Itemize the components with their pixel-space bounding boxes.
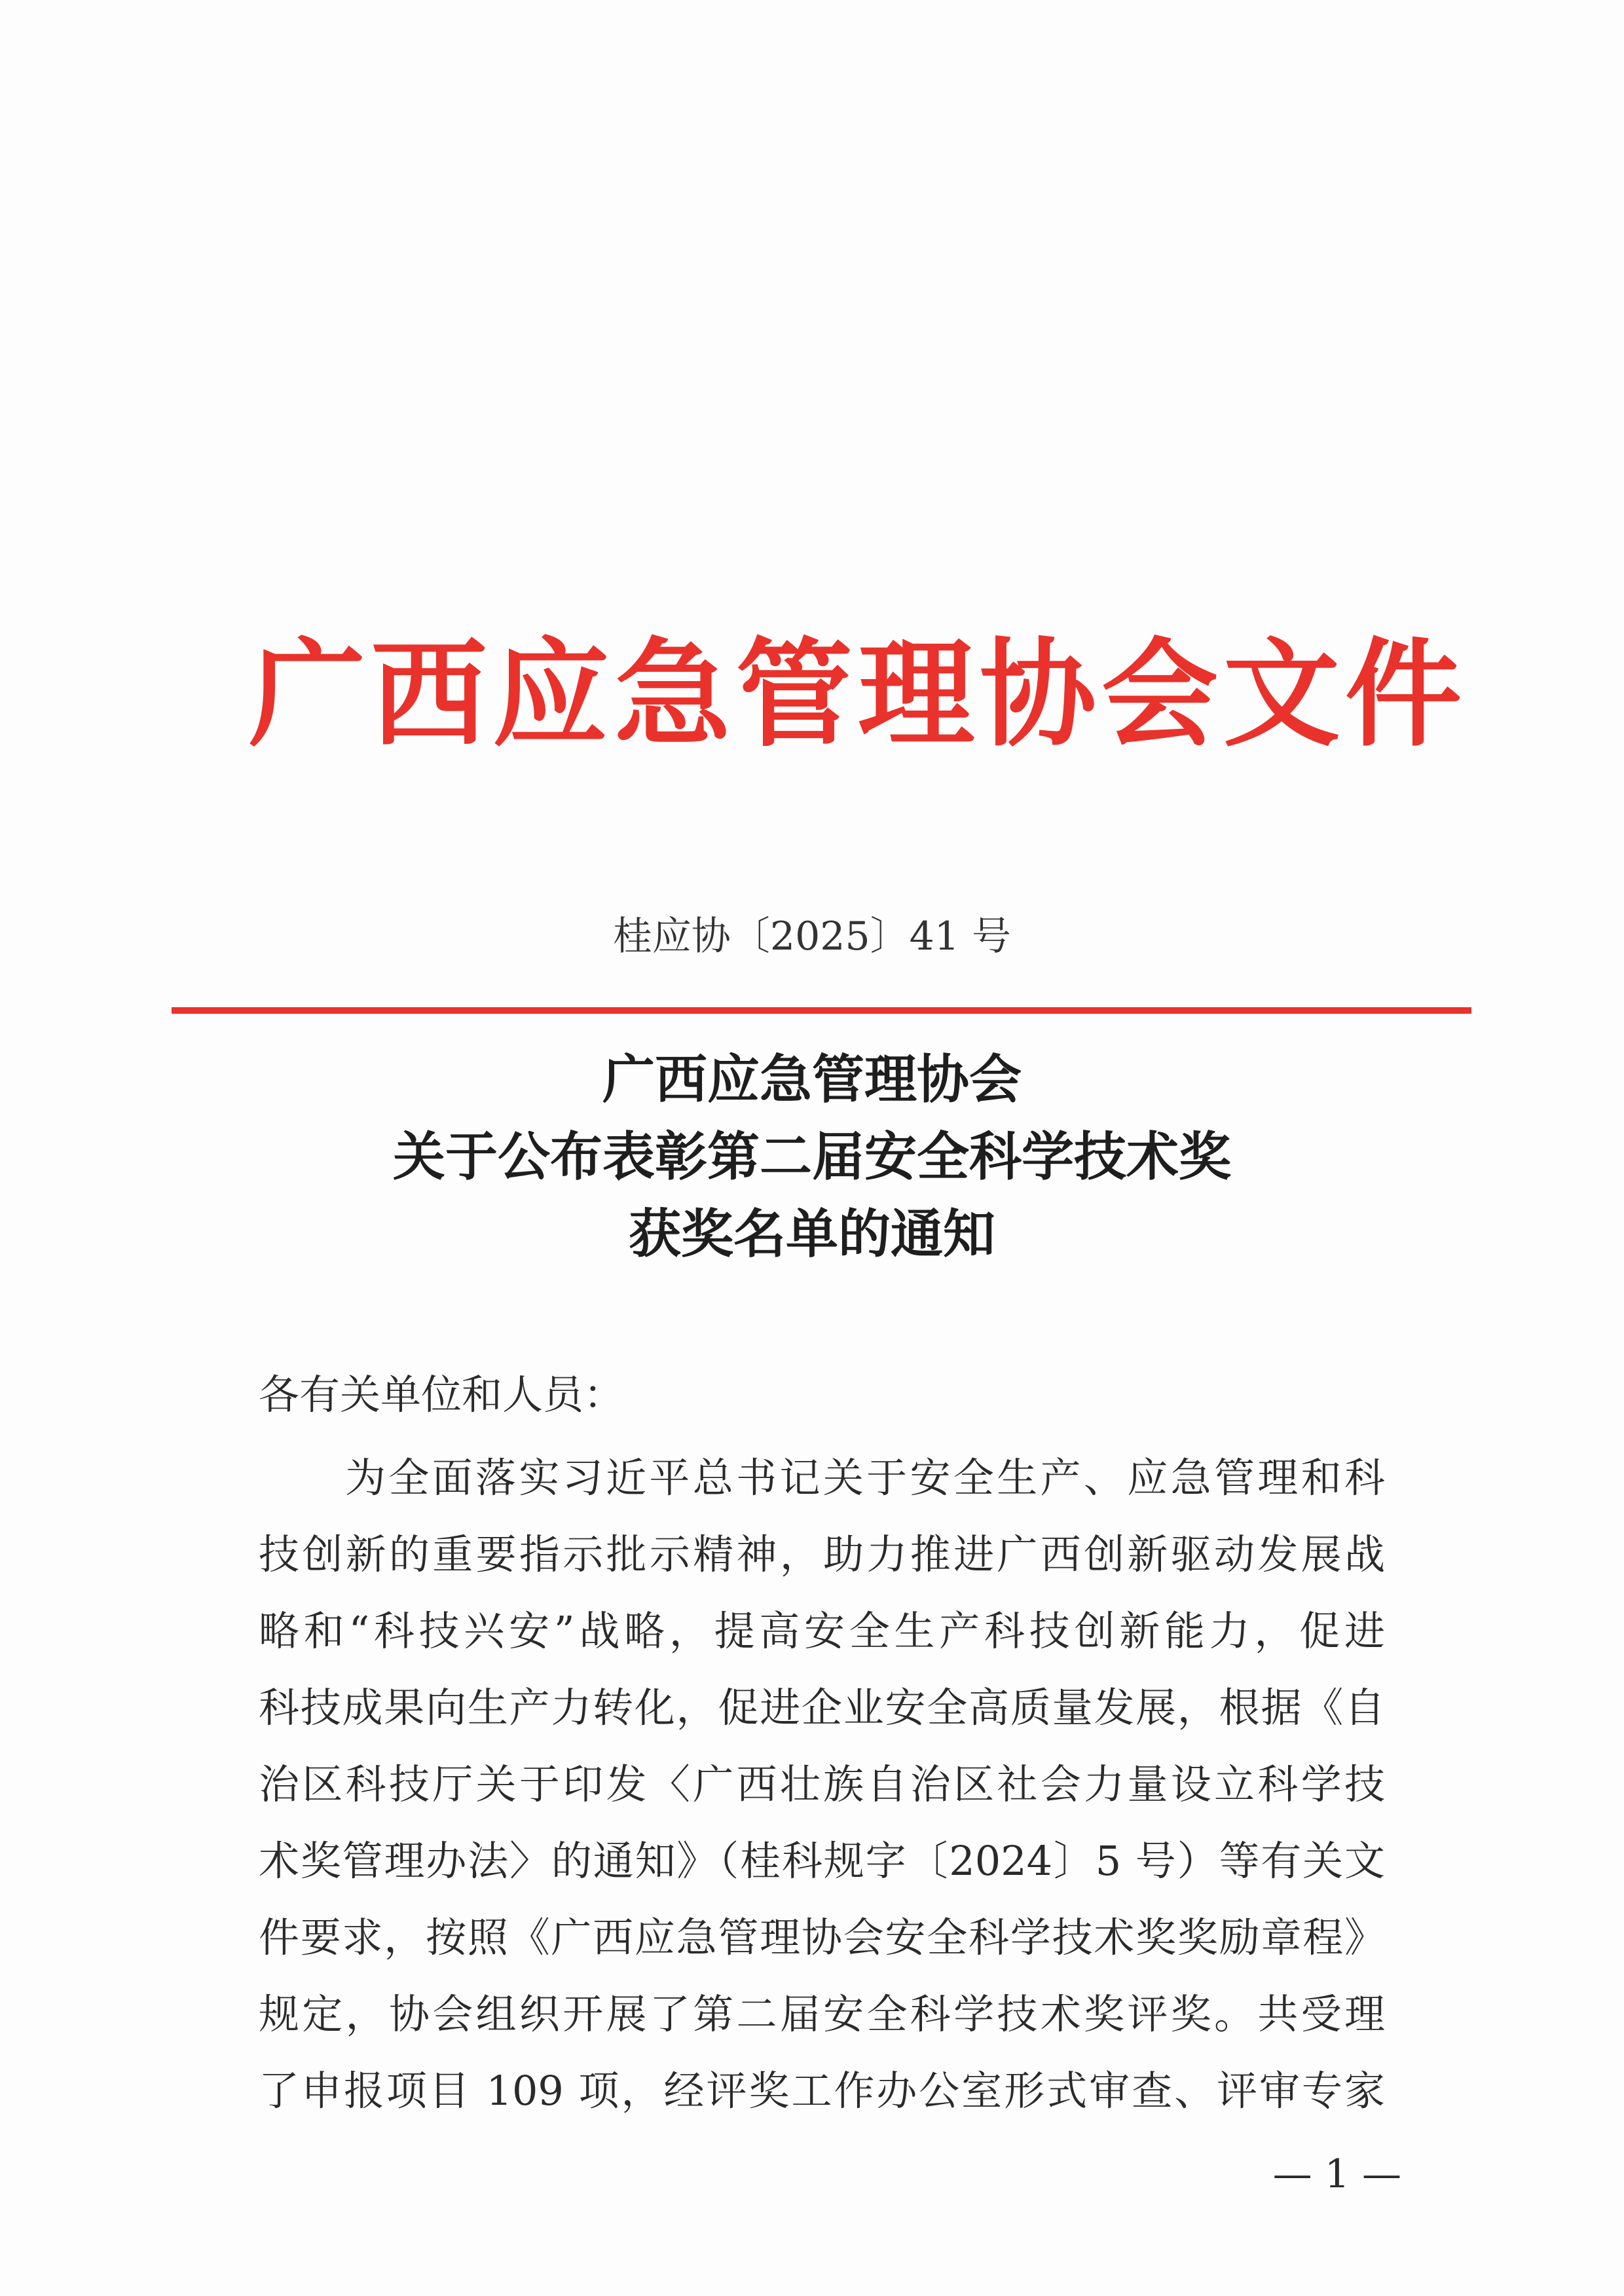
organization-document-header: 广西应急管理协会文件 xyxy=(249,625,1467,762)
body-line: 了申报项目 109 项，经评奖工作办公室形式审查、评审专家 xyxy=(259,2067,1385,2115)
body-line: 略和“科技兴安”战略，提高安全生产科技创新能力，促进 xyxy=(259,1607,1385,1655)
notice-title-line-2: 关于公布表彰第二届安全科学技术奖 xyxy=(393,1126,1231,1187)
notice-title xyxy=(196,1041,1428,1273)
notice-title-line-3: 获奖名单的通知 xyxy=(629,1204,995,1265)
body-line: 技创新的重要指示批示精神，助力推进广西创新驱动发展战 xyxy=(259,1530,1385,1578)
body-line: 为全面落实习近平总书记关于安全生产、应急管理和科 xyxy=(345,1454,1385,1502)
notice-title-line-1: 广西应急管理协会 xyxy=(602,1049,1022,1110)
body-line: 治区科技厅关于印发〈广西壮族自治区社会力量设立科学技 xyxy=(259,1760,1385,1808)
page-number: — 1 — xyxy=(1272,2151,1401,2197)
body-paragraph xyxy=(259,1439,1385,2129)
document-number: 桂应协〔2025〕41 号 xyxy=(612,914,1012,959)
body-line: 件要求，按照《广西应急管理协会安全科学技术奖奖励章程》 xyxy=(259,1914,1385,1961)
salutation: 各有关单位和人员： xyxy=(259,1371,625,1418)
body-line: 术奖管理办法〉的通知》（桂科规字〔2024〕5 号）等有关文 xyxy=(259,1837,1385,1885)
red-separator-line xyxy=(172,1007,1471,1014)
body-line: 规定，协会组织开展了第二届安全科学技术奖评奖。共受理 xyxy=(259,1990,1385,2038)
body-line: 科技成果向生产力转化，促进企业安全高质量发展，根据《自 xyxy=(259,1684,1385,1731)
